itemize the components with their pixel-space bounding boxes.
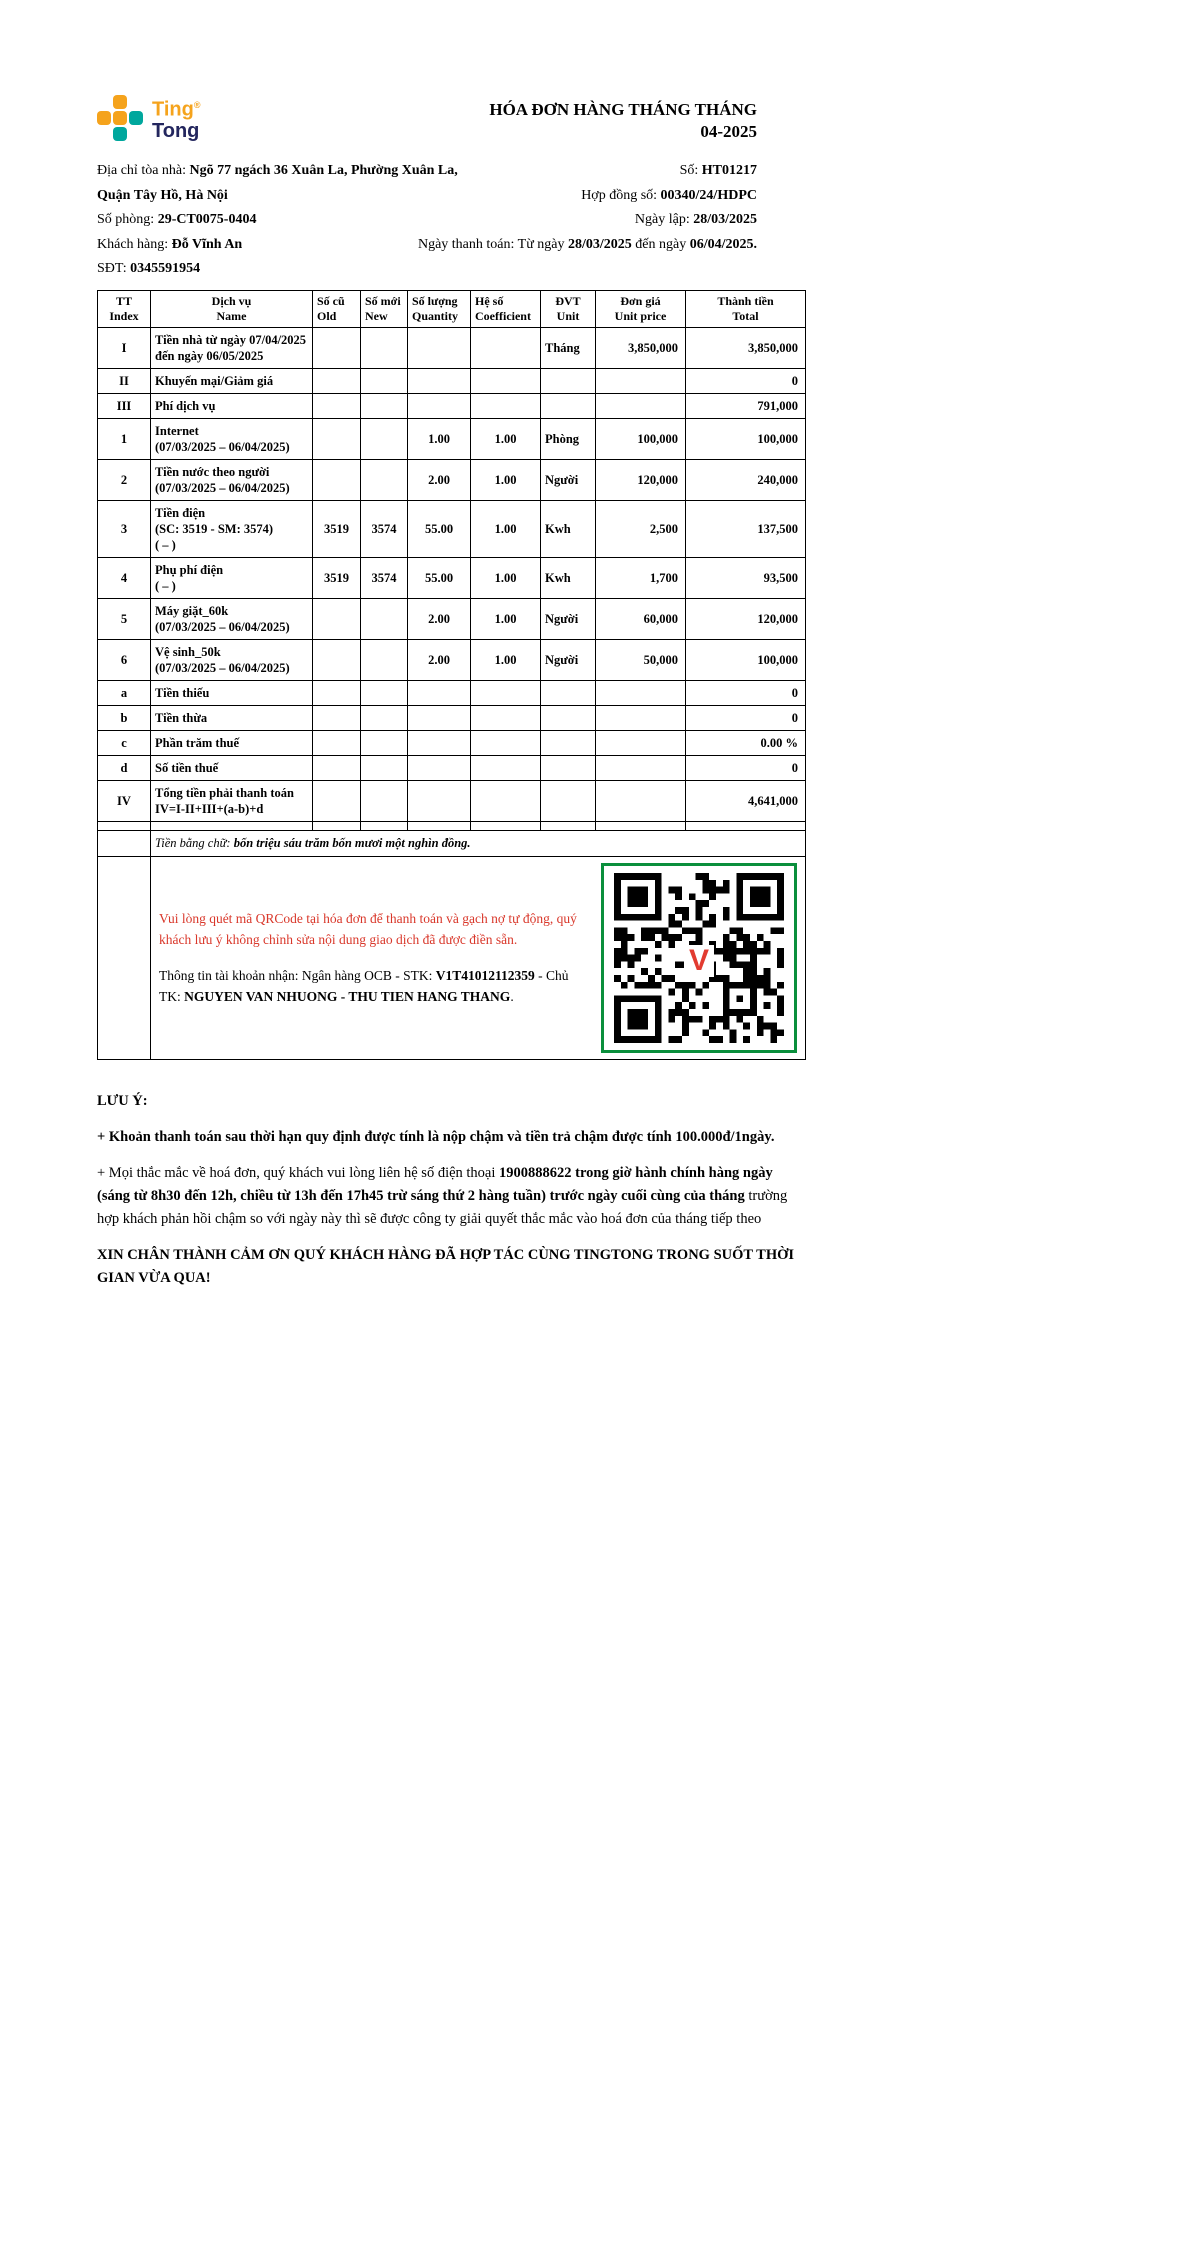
cell-new xyxy=(361,459,408,500)
cell-unit: Phòng xyxy=(541,418,596,459)
cell-old xyxy=(313,821,361,830)
col-header-new: Số mới New xyxy=(361,290,408,327)
cell-new xyxy=(361,639,408,680)
cell-quantity xyxy=(408,755,471,780)
invoice-content xyxy=(97,95,805,1303)
cell-coefficient xyxy=(471,680,541,705)
cell-quantity: 2.00 xyxy=(408,639,471,680)
cell-old xyxy=(313,393,361,418)
cell-unit-price xyxy=(596,730,686,755)
cell-quantity: 55.00 xyxy=(408,557,471,598)
cell-old: 3519 xyxy=(313,557,361,598)
cell-index: 6 xyxy=(98,639,151,680)
cell-total: 137,500 xyxy=(686,500,806,557)
cell-coefficient xyxy=(471,705,541,730)
cell-index: 2 xyxy=(98,459,151,500)
cell-coefficient xyxy=(471,821,541,830)
cell-total: 791,000 xyxy=(686,393,806,418)
cell-unit-price: 2,500 xyxy=(596,500,686,557)
cell-unit-price: 50,000 xyxy=(596,639,686,680)
contract-number: Hợp đồng số: 00340/24/HDPC xyxy=(581,187,757,203)
cell-total: 100,000 xyxy=(686,418,806,459)
cell-new xyxy=(361,780,408,821)
cell-quantity xyxy=(408,393,471,418)
cell-total: 120,000 xyxy=(686,598,806,639)
contact-note: + Mọi thắc mắc về hoá đơn, quý khách vui lòng liên hệ số điện thoại 1900888622 trong giờ hành chính hàng ngày (sáng từ 8h30 đến 12h, chiều từ 13h đến 17h45 trừ sáng thứ 2 hàng tuần) trước ngày cuối cùng của tháng trường hợp khách phản hồi chậm so với ngày này thì sẽ được công ty giải quyết thắc mắc vào hoá đơn của tháng tiếp theo xyxy=(97,1164,788,1227)
qr-payment-cell xyxy=(151,856,806,1059)
cell-service: Số tiền thuế xyxy=(151,755,313,780)
cell-coefficient: 1.00 xyxy=(471,557,541,598)
table-row xyxy=(98,755,806,780)
cell-total xyxy=(686,821,806,830)
bank-account-info: Thông tin tài khoản nhận: Ngân hàng OCB - STK: V1T41012112359 - Chủ TK: NGUYEN VAN NHUONG - THU TIEN HANG THANG. xyxy=(159,968,569,1004)
thanks-note: XIN CHÂN THÀNH CẢM ƠN QUÝ KHÁCH HÀNG ĐÃ HỢP TÁC CÙNG TINGTONG TRONG SUỐT THỜI GIAN VỪA QUA! xyxy=(97,1246,795,1286)
col-header-old: Số cũ Old xyxy=(313,290,361,327)
cell-unit: Tháng xyxy=(541,327,596,368)
cell-index: d xyxy=(98,755,151,780)
cell-service: Tiền thừa xyxy=(151,705,313,730)
cell-new xyxy=(361,598,408,639)
late-payment-note: + Khoản thanh toán sau thời hạn quy định được tính là nộp chậm và tiền trả chậm được tính 100.000đ/1ngày. xyxy=(97,1128,775,1145)
cell-unit xyxy=(541,368,596,393)
cell-unit-price xyxy=(596,755,686,780)
cell-index: 3 xyxy=(98,500,151,557)
cell-index: III xyxy=(98,393,151,418)
cell-old xyxy=(313,459,361,500)
invoice-number: Số: HT01217 xyxy=(679,163,757,178)
col-header-total: Thành tiền Total xyxy=(686,290,806,327)
cell-old xyxy=(313,780,361,821)
table-header-row xyxy=(98,290,806,327)
building-address-line2: Quận Tây Hồ, Hà Nội xyxy=(97,187,228,203)
vietqr-logo-icon: V xyxy=(684,945,714,977)
cell-index: c xyxy=(98,730,151,755)
col-header-service: Dịch vụ Name xyxy=(151,290,313,327)
tingtong-wordmark: Ting® Tong xyxy=(152,98,201,142)
customer-name: Khách hàng: Đỗ Vĩnh An xyxy=(97,236,243,252)
table-row xyxy=(98,368,806,393)
cell-new xyxy=(361,755,408,780)
cell-new xyxy=(361,821,408,830)
cell-new xyxy=(361,418,408,459)
cell-quantity: 1.00 xyxy=(408,418,471,459)
cell-total: 240,000 xyxy=(686,459,806,500)
table-row xyxy=(98,680,806,705)
room-number: Số phòng: 29-CT0075-0404 xyxy=(97,212,257,227)
info-right xyxy=(418,159,757,257)
table-row xyxy=(98,393,806,418)
table-row xyxy=(98,730,806,755)
cell-total: 0 xyxy=(686,368,806,393)
cell-quantity: 55.00 xyxy=(408,500,471,557)
qr-code xyxy=(601,863,797,1053)
qr-payment-row xyxy=(98,856,806,1059)
cell-service: Phần trăm thuế xyxy=(151,730,313,755)
table-row xyxy=(98,705,806,730)
cell-service xyxy=(151,821,313,830)
cell-coefficient xyxy=(471,730,541,755)
cell-old: 3519 xyxy=(313,500,361,557)
table-row xyxy=(98,418,806,459)
payment-period: Ngày thanh toán: Từ ngày 28/03/2025 đến ngày 06/04/2025. xyxy=(417,236,757,252)
cell-unit-price xyxy=(596,780,686,821)
col-header-index: TT Index xyxy=(98,290,151,327)
cell-service: Phí dịch vụ xyxy=(151,393,313,418)
cell-total: 3,850,000 xyxy=(686,327,806,368)
cell-service: Tổng tiền phải thanh toán IV=I-II+III+(a-b)+d xyxy=(151,780,313,821)
issue-date: Ngày lập: 28/03/2025 xyxy=(634,212,757,227)
notes-title: LƯU Ý: xyxy=(97,1092,148,1109)
tingtong-logo-icon xyxy=(97,95,143,141)
cell-coefficient xyxy=(471,393,541,418)
invoice-title: HÓA ĐƠN HÀNG THÁNG THÁNG 04-2025 xyxy=(489,100,757,141)
cell-old xyxy=(313,705,361,730)
cell-coefficient xyxy=(471,755,541,780)
cell-old xyxy=(313,598,361,639)
cell-quantity xyxy=(408,368,471,393)
cell-new: 3574 xyxy=(361,500,408,557)
building-address-line1: Địa chỉ tòa nhà: Ngõ 77 ngách 36 Xuân La, Phường Xuân La, xyxy=(97,163,458,178)
cell-unit xyxy=(541,680,596,705)
cell-new xyxy=(361,705,408,730)
cell-unit: Người xyxy=(541,598,596,639)
cell-service: Internet (07/03/2025 – 06/04/2025) xyxy=(151,418,313,459)
cell-service: Tiền điện (SC: 3519 - SM: 3574) ( – ) xyxy=(151,500,313,557)
footer-notes xyxy=(97,1090,805,1290)
table-row xyxy=(98,821,806,830)
cell-unit xyxy=(541,780,596,821)
cell-service: Phụ phí điện ( – ) xyxy=(151,557,313,598)
cell-unit-price: 120,000 xyxy=(596,459,686,500)
cell-total: 0 xyxy=(686,680,806,705)
cell-old xyxy=(313,755,361,780)
cell-unit: Người xyxy=(541,639,596,680)
cell-unit-price: 60,000 xyxy=(596,598,686,639)
cell-quantity xyxy=(408,821,471,830)
cell-total: 0 xyxy=(686,755,806,780)
tingtong-logo xyxy=(97,95,201,142)
amount-in-words: Tiền bằng chữ: bốn triệu sáu trăm bốn mươi một nghìn đồng. xyxy=(151,830,806,856)
cell-unit-price xyxy=(596,705,686,730)
cell-total: 0.00 % xyxy=(686,730,806,755)
cell-service: Tiền nhà từ ngày 07/04/2025 đến ngày 06/05/2025 xyxy=(151,327,313,368)
cell-index xyxy=(98,830,151,856)
col-header-unit: ĐVT Unit xyxy=(541,290,596,327)
qr-payment-note: Vui lòng quét mã QRCode tại hóa đơn để thanh toán và gạch nợ tự động, quý khách lưu ý không chỉnh sửa nội dung giao dịch đã được điền sẵn. xyxy=(159,911,577,947)
cell-unit xyxy=(541,821,596,830)
cell-unit-price: 100,000 xyxy=(596,418,686,459)
cell-unit xyxy=(541,730,596,755)
cell-index: a xyxy=(98,680,151,705)
cell-index: I xyxy=(98,327,151,368)
cell-total: 0 xyxy=(686,705,806,730)
cell-index: 1 xyxy=(98,418,151,459)
cell-index xyxy=(98,856,151,1059)
amount-in-words-row xyxy=(98,830,806,856)
payment-instructions xyxy=(159,908,591,1007)
cell-coefficient: 1.00 xyxy=(471,418,541,459)
cell-new xyxy=(361,730,408,755)
cell-index: 4 xyxy=(98,557,151,598)
table-row xyxy=(98,598,806,639)
cell-unit: Người xyxy=(541,459,596,500)
cell-old xyxy=(313,368,361,393)
table-row xyxy=(98,639,806,680)
phone-number: SĐT: 0345591954 xyxy=(97,261,201,276)
cell-unit-price xyxy=(596,821,686,830)
cell-service: Khuyến mại/Giảm giá xyxy=(151,368,313,393)
cell-unit xyxy=(541,705,596,730)
cell-old xyxy=(313,418,361,459)
cell-old xyxy=(313,680,361,705)
table-row xyxy=(98,327,806,368)
col-header-unit-price: Đơn giá Unit price xyxy=(596,290,686,327)
cell-coefficient xyxy=(471,327,541,368)
cell-unit-price: 3,850,000 xyxy=(596,327,686,368)
cell-coefficient: 1.00 xyxy=(471,639,541,680)
cell-service: Tiền nước theo người (07/03/2025 – 06/04/2025) xyxy=(151,459,313,500)
cell-coefficient: 1.00 xyxy=(471,598,541,639)
cell-total: 100,000 xyxy=(686,639,806,680)
cell-unit-price xyxy=(596,393,686,418)
cell-coefficient xyxy=(471,780,541,821)
table-row xyxy=(98,557,806,598)
cell-unit xyxy=(541,393,596,418)
cell-index: II xyxy=(98,368,151,393)
cell-old xyxy=(313,639,361,680)
cell-quantity xyxy=(408,680,471,705)
cell-service: Máy giặt_60k (07/03/2025 – 06/04/2025) xyxy=(151,598,313,639)
cell-total: 93,500 xyxy=(686,557,806,598)
cell-quantity xyxy=(408,780,471,821)
cell-quantity: 2.00 xyxy=(408,598,471,639)
cell-new: 3574 xyxy=(361,557,408,598)
cell-service: Tiền thiếu xyxy=(151,680,313,705)
cell-unit: Kwh xyxy=(541,557,596,598)
col-header-quantity: Số lượng Quantity xyxy=(408,290,471,327)
cell-unit-price: 1,700 xyxy=(596,557,686,598)
cell-unit: Kwh xyxy=(541,500,596,557)
invoice-info xyxy=(97,159,805,282)
table-row xyxy=(98,459,806,500)
cell-unit xyxy=(541,755,596,780)
cell-new xyxy=(361,327,408,368)
cell-old xyxy=(313,327,361,368)
cell-old xyxy=(313,730,361,755)
cell-new xyxy=(361,393,408,418)
cell-index: b xyxy=(98,705,151,730)
cell-coefficient: 1.00 xyxy=(471,500,541,557)
invoice-table xyxy=(97,290,806,1060)
table-row xyxy=(98,500,806,557)
cell-service: Vệ sinh_50k (07/03/2025 – 06/04/2025) xyxy=(151,639,313,680)
cell-index: 5 xyxy=(98,598,151,639)
cell-unit-price xyxy=(596,368,686,393)
cell-new xyxy=(361,680,408,705)
cell-quantity xyxy=(408,705,471,730)
cell-new xyxy=(361,368,408,393)
cell-quantity xyxy=(408,730,471,755)
cell-unit-price xyxy=(596,680,686,705)
cell-index xyxy=(98,821,151,830)
cell-total: 4,641,000 xyxy=(686,780,806,821)
col-header-coefficient: Hệ số Coefficient xyxy=(471,290,541,327)
cell-coefficient xyxy=(471,368,541,393)
table-row xyxy=(98,780,806,821)
cell-coefficient: 1.00 xyxy=(471,459,541,500)
cell-quantity xyxy=(408,327,471,368)
cell-index: IV xyxy=(98,780,151,821)
cell-quantity: 2.00 xyxy=(408,459,471,500)
header xyxy=(97,95,805,143)
